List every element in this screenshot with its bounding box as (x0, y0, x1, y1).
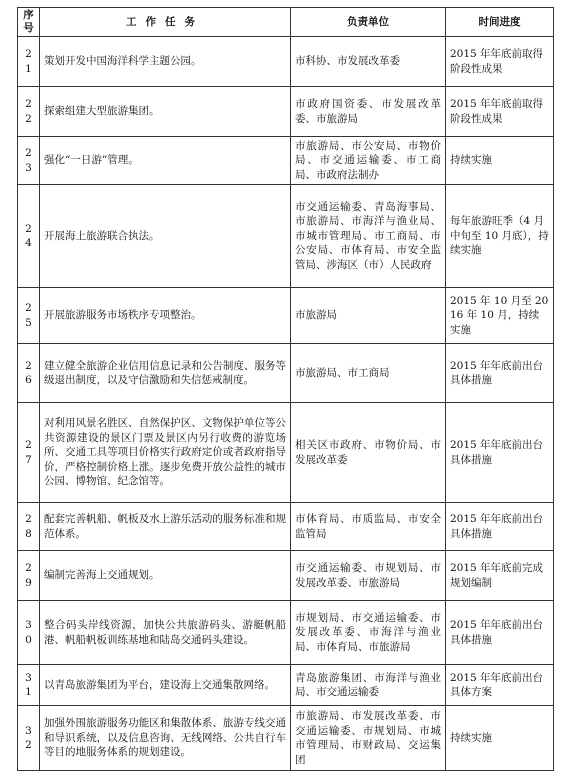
header-unit: 负责单位 (291, 8, 446, 37)
table-row (18, 706, 554, 771)
table-row (18, 137, 554, 185)
row-index: 29 (18, 551, 40, 601)
row-time: 2015 年年底前出台具体措施 (446, 503, 554, 551)
row-time: 2015 年年底前取得阶段性成果 (446, 37, 554, 87)
row-task: 开展旅游服务市场秩序专项整治。 (40, 288, 291, 344)
table-row (18, 185, 554, 288)
row-time: 2015 年年底前出台具体方案 (446, 665, 554, 706)
table-row (18, 665, 554, 706)
row-task: 整合码头岸线资源，加快公共旅游码头、游艇帆船港、帆船帆板训练基地和陆岛交通码头建设。 (40, 601, 291, 665)
row-unit: 市旅游局、市发展改革委、市交通运输委、市规划局、市城市管理局、市财政局、交运集团 (291, 706, 446, 771)
row-unit: 市政府国资委、市发展改革委、市旅游局 (291, 87, 446, 137)
table-row (18, 551, 554, 601)
header-time: 时间进度 (446, 8, 554, 37)
row-unit: 市旅游局 (291, 288, 446, 344)
row-task: 配套完善帆船、帆板及水上游乐活动的服务标准和规范体系。 (40, 503, 291, 551)
row-index: 23 (18, 137, 40, 185)
row-time: 2015 年年底前取得阶段性成果 (446, 87, 554, 137)
row-task: 策划开发中国海洋科学主题公园。 (40, 37, 291, 87)
row-index: 26 (18, 344, 40, 403)
row-index: 31 (18, 665, 40, 706)
row-index: 30 (18, 601, 40, 665)
row-index: 28 (18, 503, 40, 551)
table-row (18, 344, 554, 403)
row-index: 21 (18, 37, 40, 87)
row-unit: 相关区市政府、市物价局、市发展改革委 (291, 403, 446, 503)
row-time: 2015 年 10 月至 2016 年 10 月，持续实施 (446, 288, 554, 344)
row-index: 24 (18, 185, 40, 288)
row-unit: 市旅游局、市公安局、市物价局、市交通运输委、市工商局、市政府法制办 (291, 137, 446, 185)
table-row (18, 87, 554, 137)
row-index: 25 (18, 288, 40, 344)
row-unit: 市交通运输委、市规划局、市发展改革委、市旅游局 (291, 551, 446, 601)
row-time: 2015 年年底前出台具体措施 (446, 601, 554, 665)
row-time: 2015 年年底前出台具体措施 (446, 344, 554, 403)
table-row (18, 403, 554, 503)
row-unit: 市科协、市发展改革委 (291, 37, 446, 87)
table-row (18, 503, 554, 551)
task-table (17, 7, 554, 771)
header-index: 序号 (18, 8, 40, 37)
row-time: 持续实施 (446, 706, 554, 771)
row-task: 编制完善海上交通规划。 (40, 551, 291, 601)
row-unit: 市体育局、市质监局、市安全监管局 (291, 503, 446, 551)
row-task: 强化“一日游”管理。 (40, 137, 291, 185)
row-time: 2015 年年底前出台具体措施 (446, 403, 554, 503)
table-row (18, 288, 554, 344)
table-row (18, 601, 554, 665)
row-task: 对利用风景名胜区、自然保护区、文物保护单位等公共资源建设的景区门票及景区内另行收费的游览场所、交通工具等项目价格实行政府定价或者政府指导价，严格控制价格上涨。逐步免费开放公益性的城市公园、博物馆、纪念馆等。 (40, 403, 291, 503)
row-index: 32 (18, 706, 40, 771)
table-row (18, 37, 554, 87)
row-task: 加强外围旅游服务功能区和集散体系、旅游专线交通和导识系统，以及信息咨询、无线网络、公共自行车等目的地服务体系的规划建设。 (40, 706, 291, 771)
row-index: 22 (18, 87, 40, 137)
row-unit: 市规划局、市交通运输委、市发展改革委、市海洋与渔业局、市体育局、市旅游局 (291, 601, 446, 665)
row-unit: 青岛旅游集团、市海洋与渔业局、市交通运输委 (291, 665, 446, 706)
header-task: 工作任务 (40, 8, 291, 37)
row-task: 建立健全旅游企业信用信息记录和公告制度、服务等级退出制度，以及守信激励和失信惩戒制度。 (40, 344, 291, 403)
row-time: 持续实施 (446, 137, 554, 185)
row-index: 27 (18, 403, 40, 503)
row-task: 以青岛旅游集团为平台，建设海上交通集散网络。 (40, 665, 291, 706)
row-task: 开展海上旅游联合执法。 (40, 185, 291, 288)
row-task: 探索组建大型旅游集团。 (40, 87, 291, 137)
row-unit: 市交通运输委、青岛海事局、市旅游局、市海洋与渔业局、市城市管理局、市工商局、市公安局、市体育局、市安全监管局、涉海区（市）人民政府 (291, 185, 446, 288)
row-time: 每年旅游旺季（4 月中旬至 10 月底），持续实施 (446, 185, 554, 288)
row-unit: 市旅游局、市工商局 (291, 344, 446, 403)
header-row (18, 8, 554, 37)
row-time: 2015 年年底前完成规划编制 (446, 551, 554, 601)
